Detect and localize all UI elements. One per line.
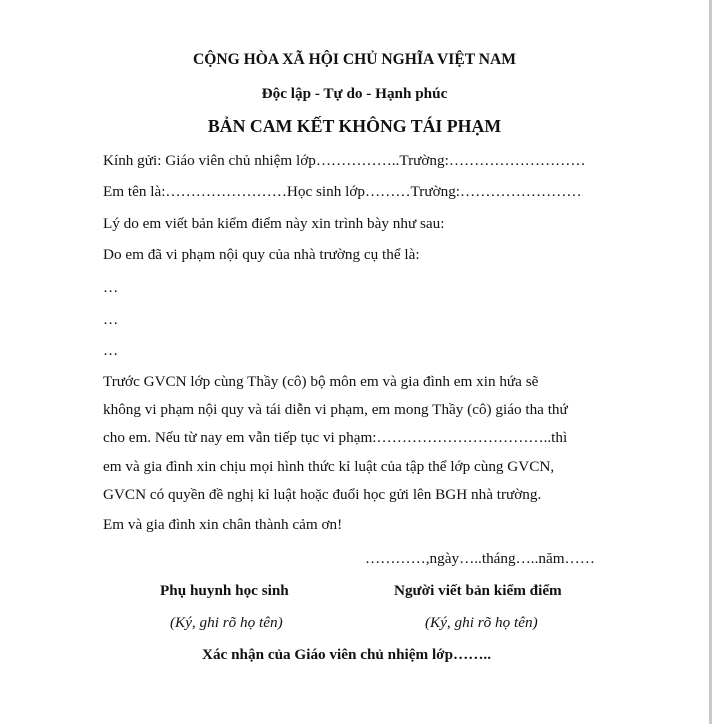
document-title: BẢN CAM KẾT KHÔNG TÁI PHẠM (207, 116, 502, 136)
date-line: …………,ngày…..tháng…..năm…… (365, 550, 595, 567)
blank-line-3: … (103, 342, 119, 359)
motto-heading: Độc lập - Tự do - Hạnh phúc (261, 85, 448, 102)
writer-signature-hint: (Ký, ghi rõ họ tên) (425, 614, 538, 631)
parent-signature-label: Phụ huynh học sinh (160, 582, 289, 599)
parent-signature-hint: (Ký, ghi rõ họ tên) (170, 614, 283, 631)
writer-signature-label: Người viết bản kiểm điểm (394, 582, 562, 599)
blank-line-2: … (103, 311, 119, 328)
commitment-paragraph-line-4: em và gia đình xin chịu mọi hình thức kỉ luật của tập thể lớp cùng GVCN, (103, 458, 555, 475)
recipient-line: Kính gửi: Giáo viên chủ nhiệm lớp……………..Trường:……………………… (103, 152, 586, 169)
blank-line-1: … (103, 279, 119, 296)
thanks-line: Em và gia đình xin chân thành cảm ơn! (103, 516, 343, 533)
reason-intro-line: Lý do em viết bản kiểm điểm này xin trình bày như sau: (103, 215, 445, 232)
violation-intro-line: Do em đã vi phạm nội quy của nhà trường cụ thể là: (103, 246, 420, 263)
commitment-paragraph-line-5: GVCN có quyền đề nghị kỉ luật hoặc đuổi học gửi lên BGH nhà trường. (103, 486, 542, 503)
commitment-paragraph-line-3: cho em. Nếu từ nay em vẫn tiếp tục vi phạm:……………………………..thì (103, 429, 568, 446)
commitment-paragraph-line-2: không vi phạm nội quy và tái diễn vi phạm, em mong Thầy (cô) giáo tha thứ (103, 401, 568, 418)
nation-heading: CỘNG HÒA XÃ HỘI CHỦ NGHĨA VIỆT NAM (192, 51, 517, 68)
teacher-confirmation-label: Xác nhận của Giáo viên chủ nhiệm lớp…….. (202, 646, 492, 663)
commitment-paragraph-line-1: Trước GVCN lớp cùng Thầy (cô) bộ môn em và gia đình em xin hứa sẽ (103, 373, 539, 390)
student-info-line: Em tên là:……………………Học sinh lớp………Trường:…………………… (103, 183, 582, 200)
